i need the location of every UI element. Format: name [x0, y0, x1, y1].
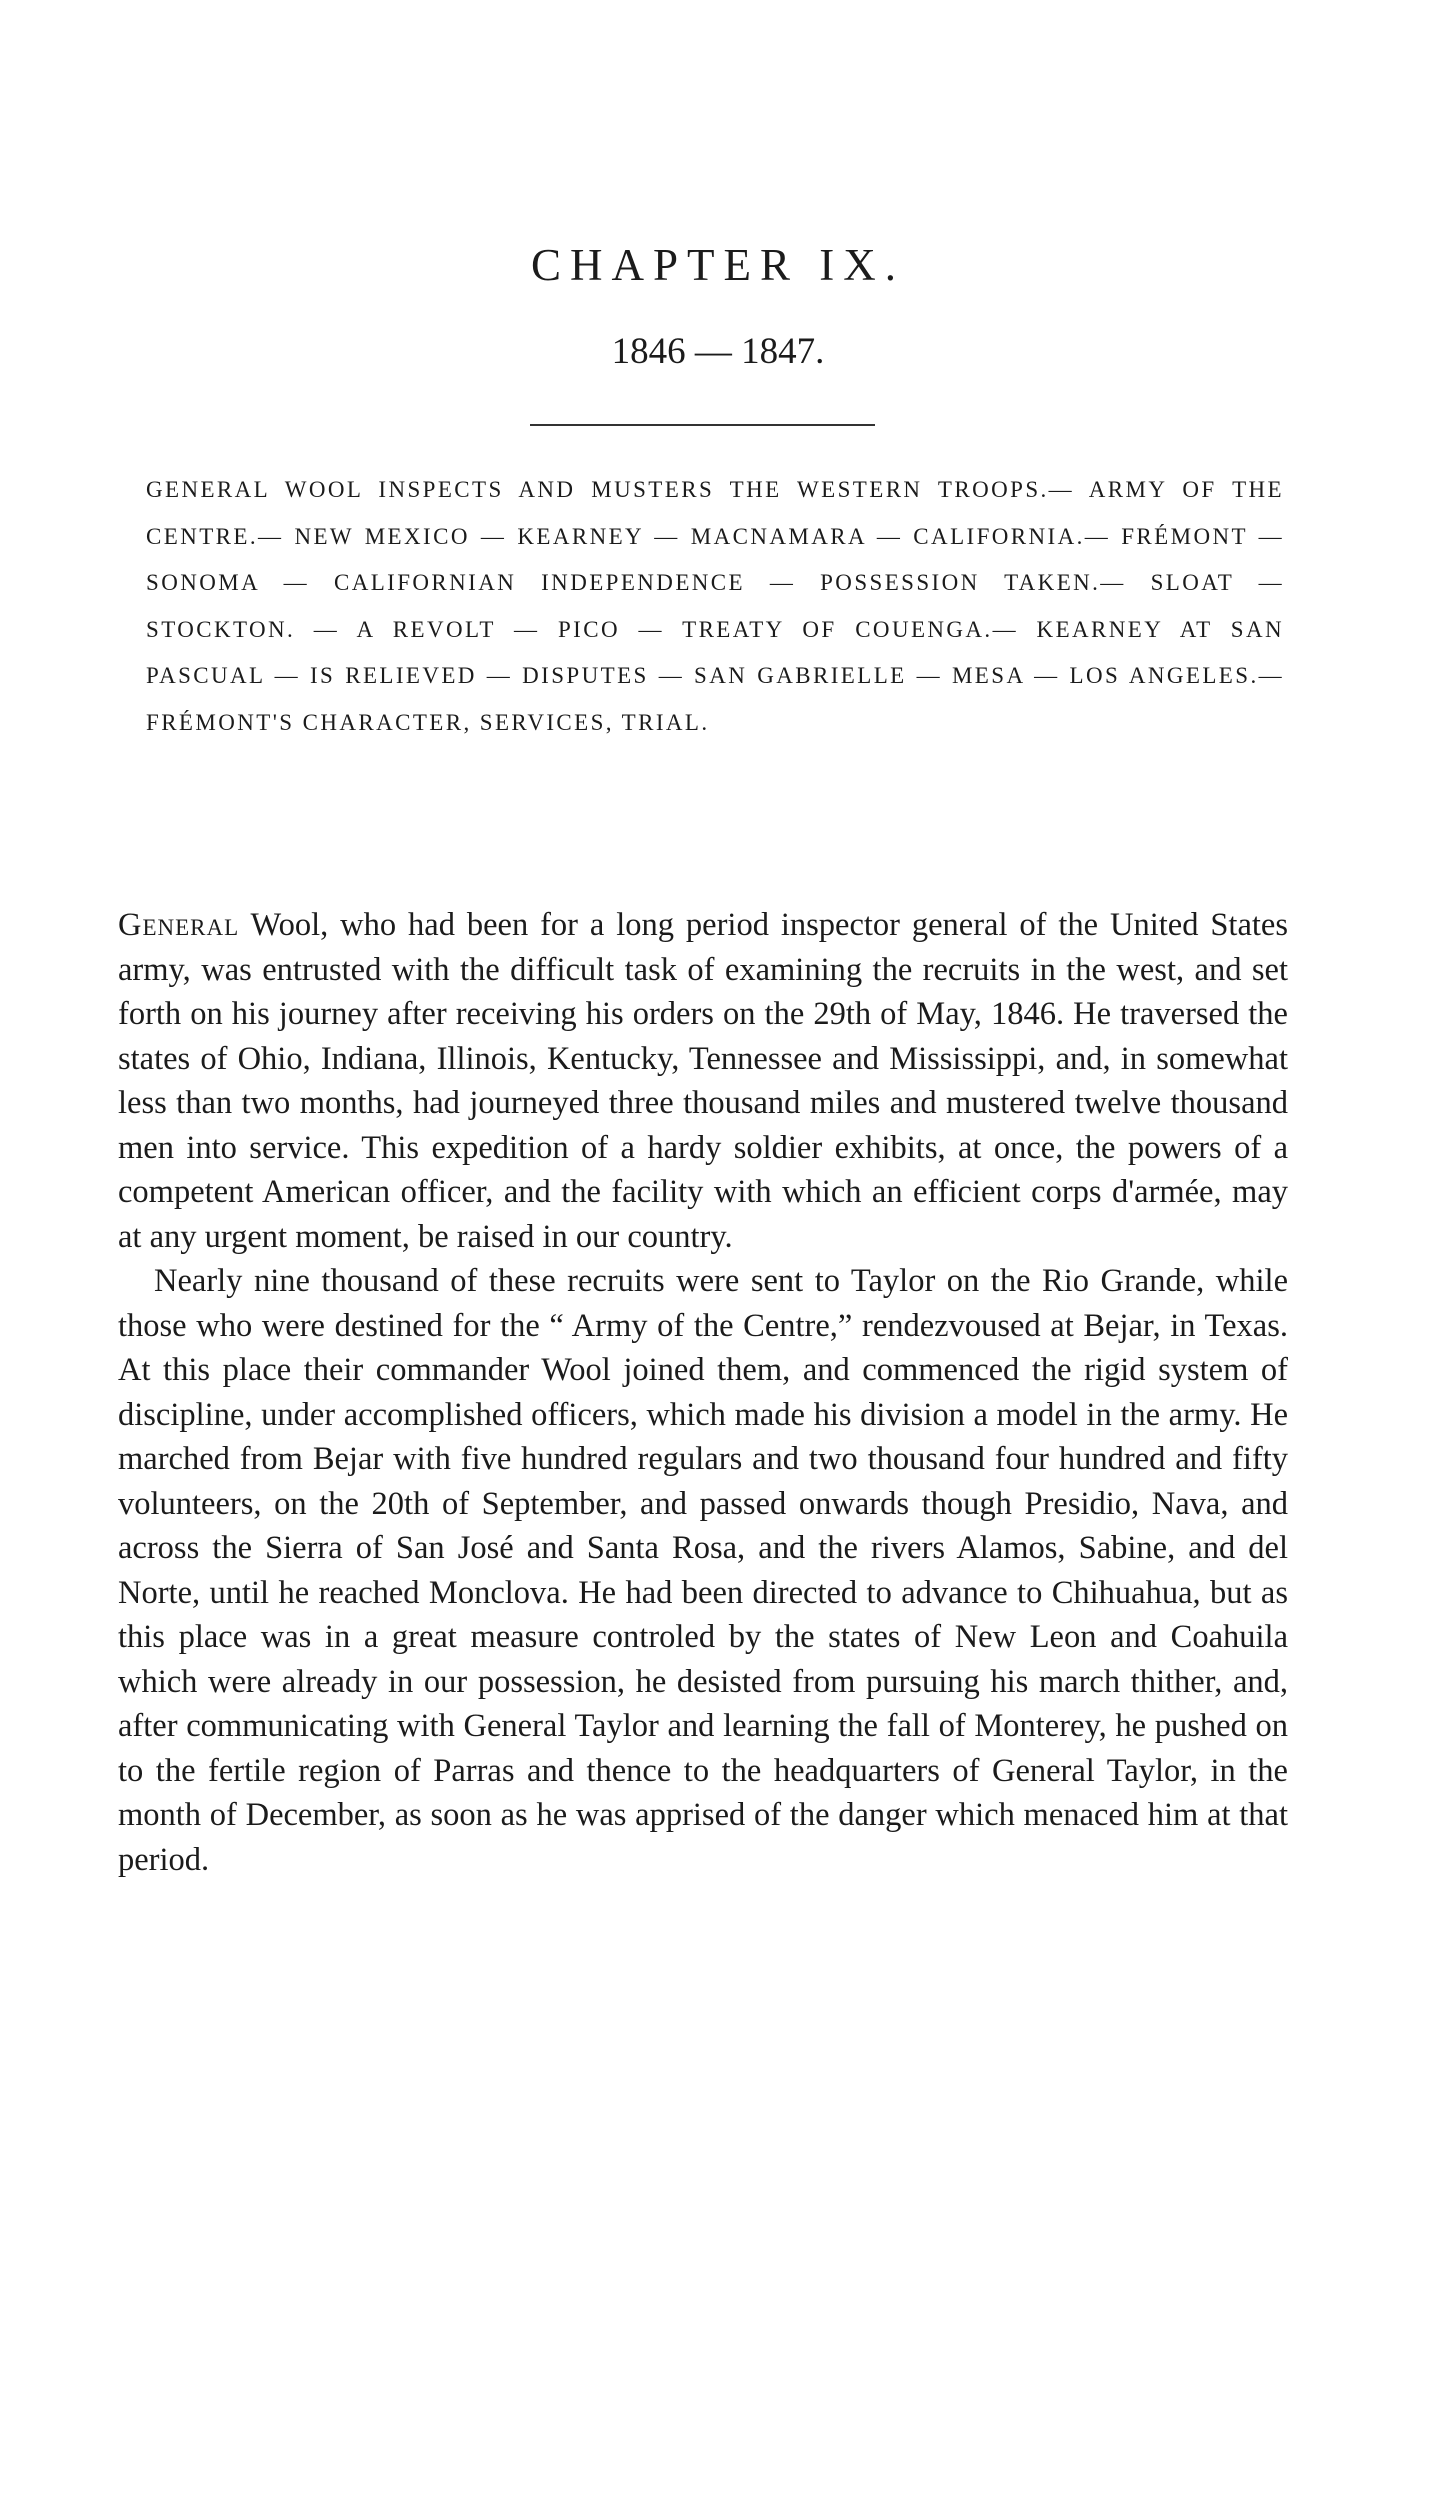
chapter-years: 1846 — 1847.	[611, 331, 825, 372]
divider-rule	[530, 424, 875, 426]
paragraph: Nearly nine thousand of these recruits were sent to Taylor on the Rio Grande, while those who were destined for the “ Army of the Centre,” rendezvoused at Bejar, in Texas. At this place their commander Wool joined them, and commenced the rigid system of discipline, under accomplished officers, which made his division a model in the army. He marched from Bejar with five hundred regulars and two thousand four hundred and fifty volunteers, on the 20th of September, and passed onwards though Presidio, Nava, and across the Sierra of San José and Santa Rosa, and the rivers Alamos, Sabine, and del Norte, until he reached Monclova. He had been directed to advance to Chihuahua, but as this place was in a great measure controled by the states of New Leon and Coahuila which were already in our possession, he desisted from pursuing his march thither, and, after communicating with General Taylor and learning the fall of Monterey, he pushed on to the fertile region of Parras and thence to the headquarters of General Taylor, in the month of December, as soon as he was apprised of the danger which menaced him at that period.	[118, 1263, 1288, 1878]
chapter-summary: GENERAL WOOL INSPECTS AND MUSTERS THE WESTERN TROOPS.— ARMY OF THE CENTRE.— NEW MEXICO — KEARNEY — MACNAMARA — CALIFORNIA.— FRÉMONT — SONOMA — CALIFORNIAN INDEPENDENCE — POSSESSION TAKEN.— SLOAT — STOCKTON. — A REVOLT — PICO — TREATY OF COUENGA.— KEARNEY AT SAN PASCUAL — IS RELIEVED — DISPUTES — SAN GABRIELLE — MESA — LOS ANGELES.— FRÉMONT'S CHARACTER, SERVICES, TRIAL.	[146, 477, 1284, 735]
paragraph-text: Wool, who had been for a long period inspector general of the United States army, was entrusted with the difficult task of examining the recruits in the west, and set forth on his journey after receiving his orders on the 29th of May, 1846. He traversed the states of Ohio, Indiana, Illinois, Kentucky, Tennessee and Mississippi, and, in somewhat less than two months, had journeyed three thousand miles and mustered twelve thousand men into service. This expedition of a hardy soldier exhibits, at once, the powers of a competent American officer, and the facility with which an efficient corps d'armée, may at any urgent moment, be raised in our country.	[118, 907, 1288, 1255]
body-text	[118, 903, 1288, 1882]
chapter-title: CHAPTER IX.	[530, 240, 905, 290]
paragraph	[118, 903, 1288, 1259]
paragraph-lead: General	[118, 907, 240, 943]
